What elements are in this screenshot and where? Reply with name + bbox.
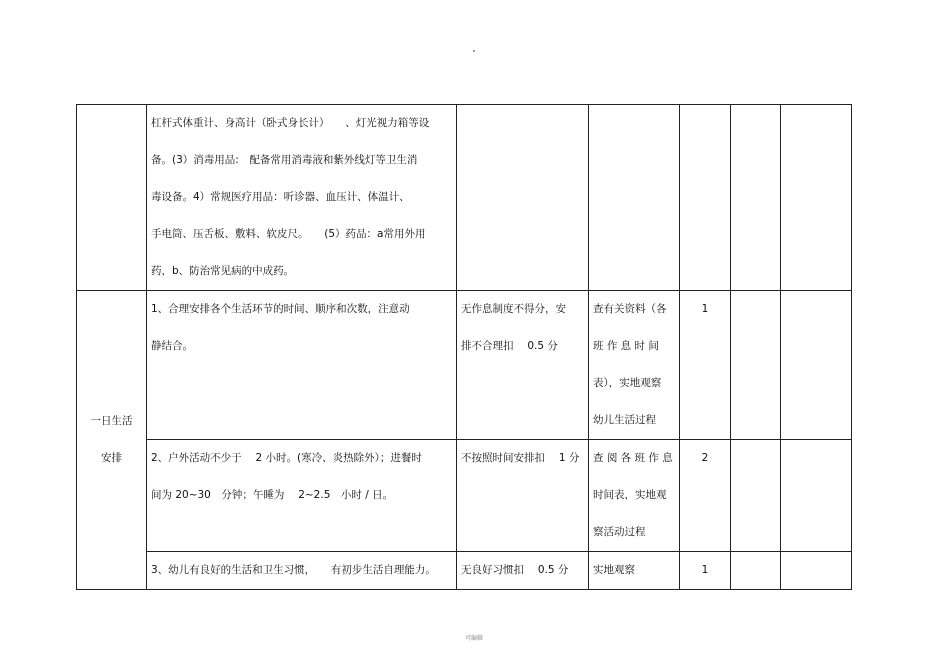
deduction-cell: 无作息制度不得分，安 排不合理扣 0.5 分 (457, 291, 589, 440)
requirement-cell: 杠杆式体重计、身高计（卧式身长计） 、灯光视力箱等设 备。(3）消毒用品: 配备常用消毒液和紫外线灯等卫生消 毒设备。4）常规医疗用品：听诊器、血压计、体温计、 手电筒、压舌板、敷料、软皮尺。 (5）药品：a常用外用 药，b、防治常见病的中成药。 (147, 105, 457, 291)
assessment-table (76, 104, 852, 590)
deduction-cell (457, 105, 589, 291)
blank-cell (781, 291, 852, 440)
blank-cell (781, 105, 852, 291)
blank-cell (731, 291, 781, 440)
score-cell: 1 (680, 552, 731, 590)
blank-cell (731, 105, 781, 291)
score-cell: 2 (680, 440, 731, 552)
score-cell: 1 (680, 291, 731, 440)
requirement-cell: 3、幼儿有良好的生活和卫生习惯， 有初步生活自理能力。 (147, 552, 457, 590)
table-row (77, 105, 852, 291)
category-cell (77, 105, 147, 291)
requirement-cell: 1、合理安排各个生活环节的时间、顺序和次数，注意动 静结合。 (147, 291, 457, 440)
top-mark (473, 50, 475, 52)
blank-cell (731, 552, 781, 590)
requirement-cell: 2、户外活动不少于 2 小时。(寒冷、炎热除外）；进餐时 间为 20~30 分钟；午睡为 2~2.5 小时 / 日。 (147, 440, 457, 552)
table-row (77, 552, 852, 590)
blank-cell (781, 440, 852, 552)
score-cell (680, 105, 731, 291)
method-cell (589, 105, 680, 291)
blank-cell (731, 440, 781, 552)
footer-note: 可编辑 (465, 635, 484, 642)
category-cell: 一日生活 安排 (77, 291, 147, 590)
deduction-cell: 不按照时间安排扣 1 分 (457, 440, 589, 552)
method-cell: 实地观察 (589, 552, 680, 590)
blank-cell (781, 552, 852, 590)
table-row (77, 440, 852, 552)
method-cell: 查有关资料（各 班 作 息 时 间 表），实地观察 幼儿生活过程 (589, 291, 680, 440)
table-row (77, 291, 852, 440)
method-cell: 查 阅 各 班 作 息 时间表，实地观 察活动过程 (589, 440, 680, 552)
deduction-cell: 无良好习惯扣 0.5 分 (457, 552, 589, 590)
